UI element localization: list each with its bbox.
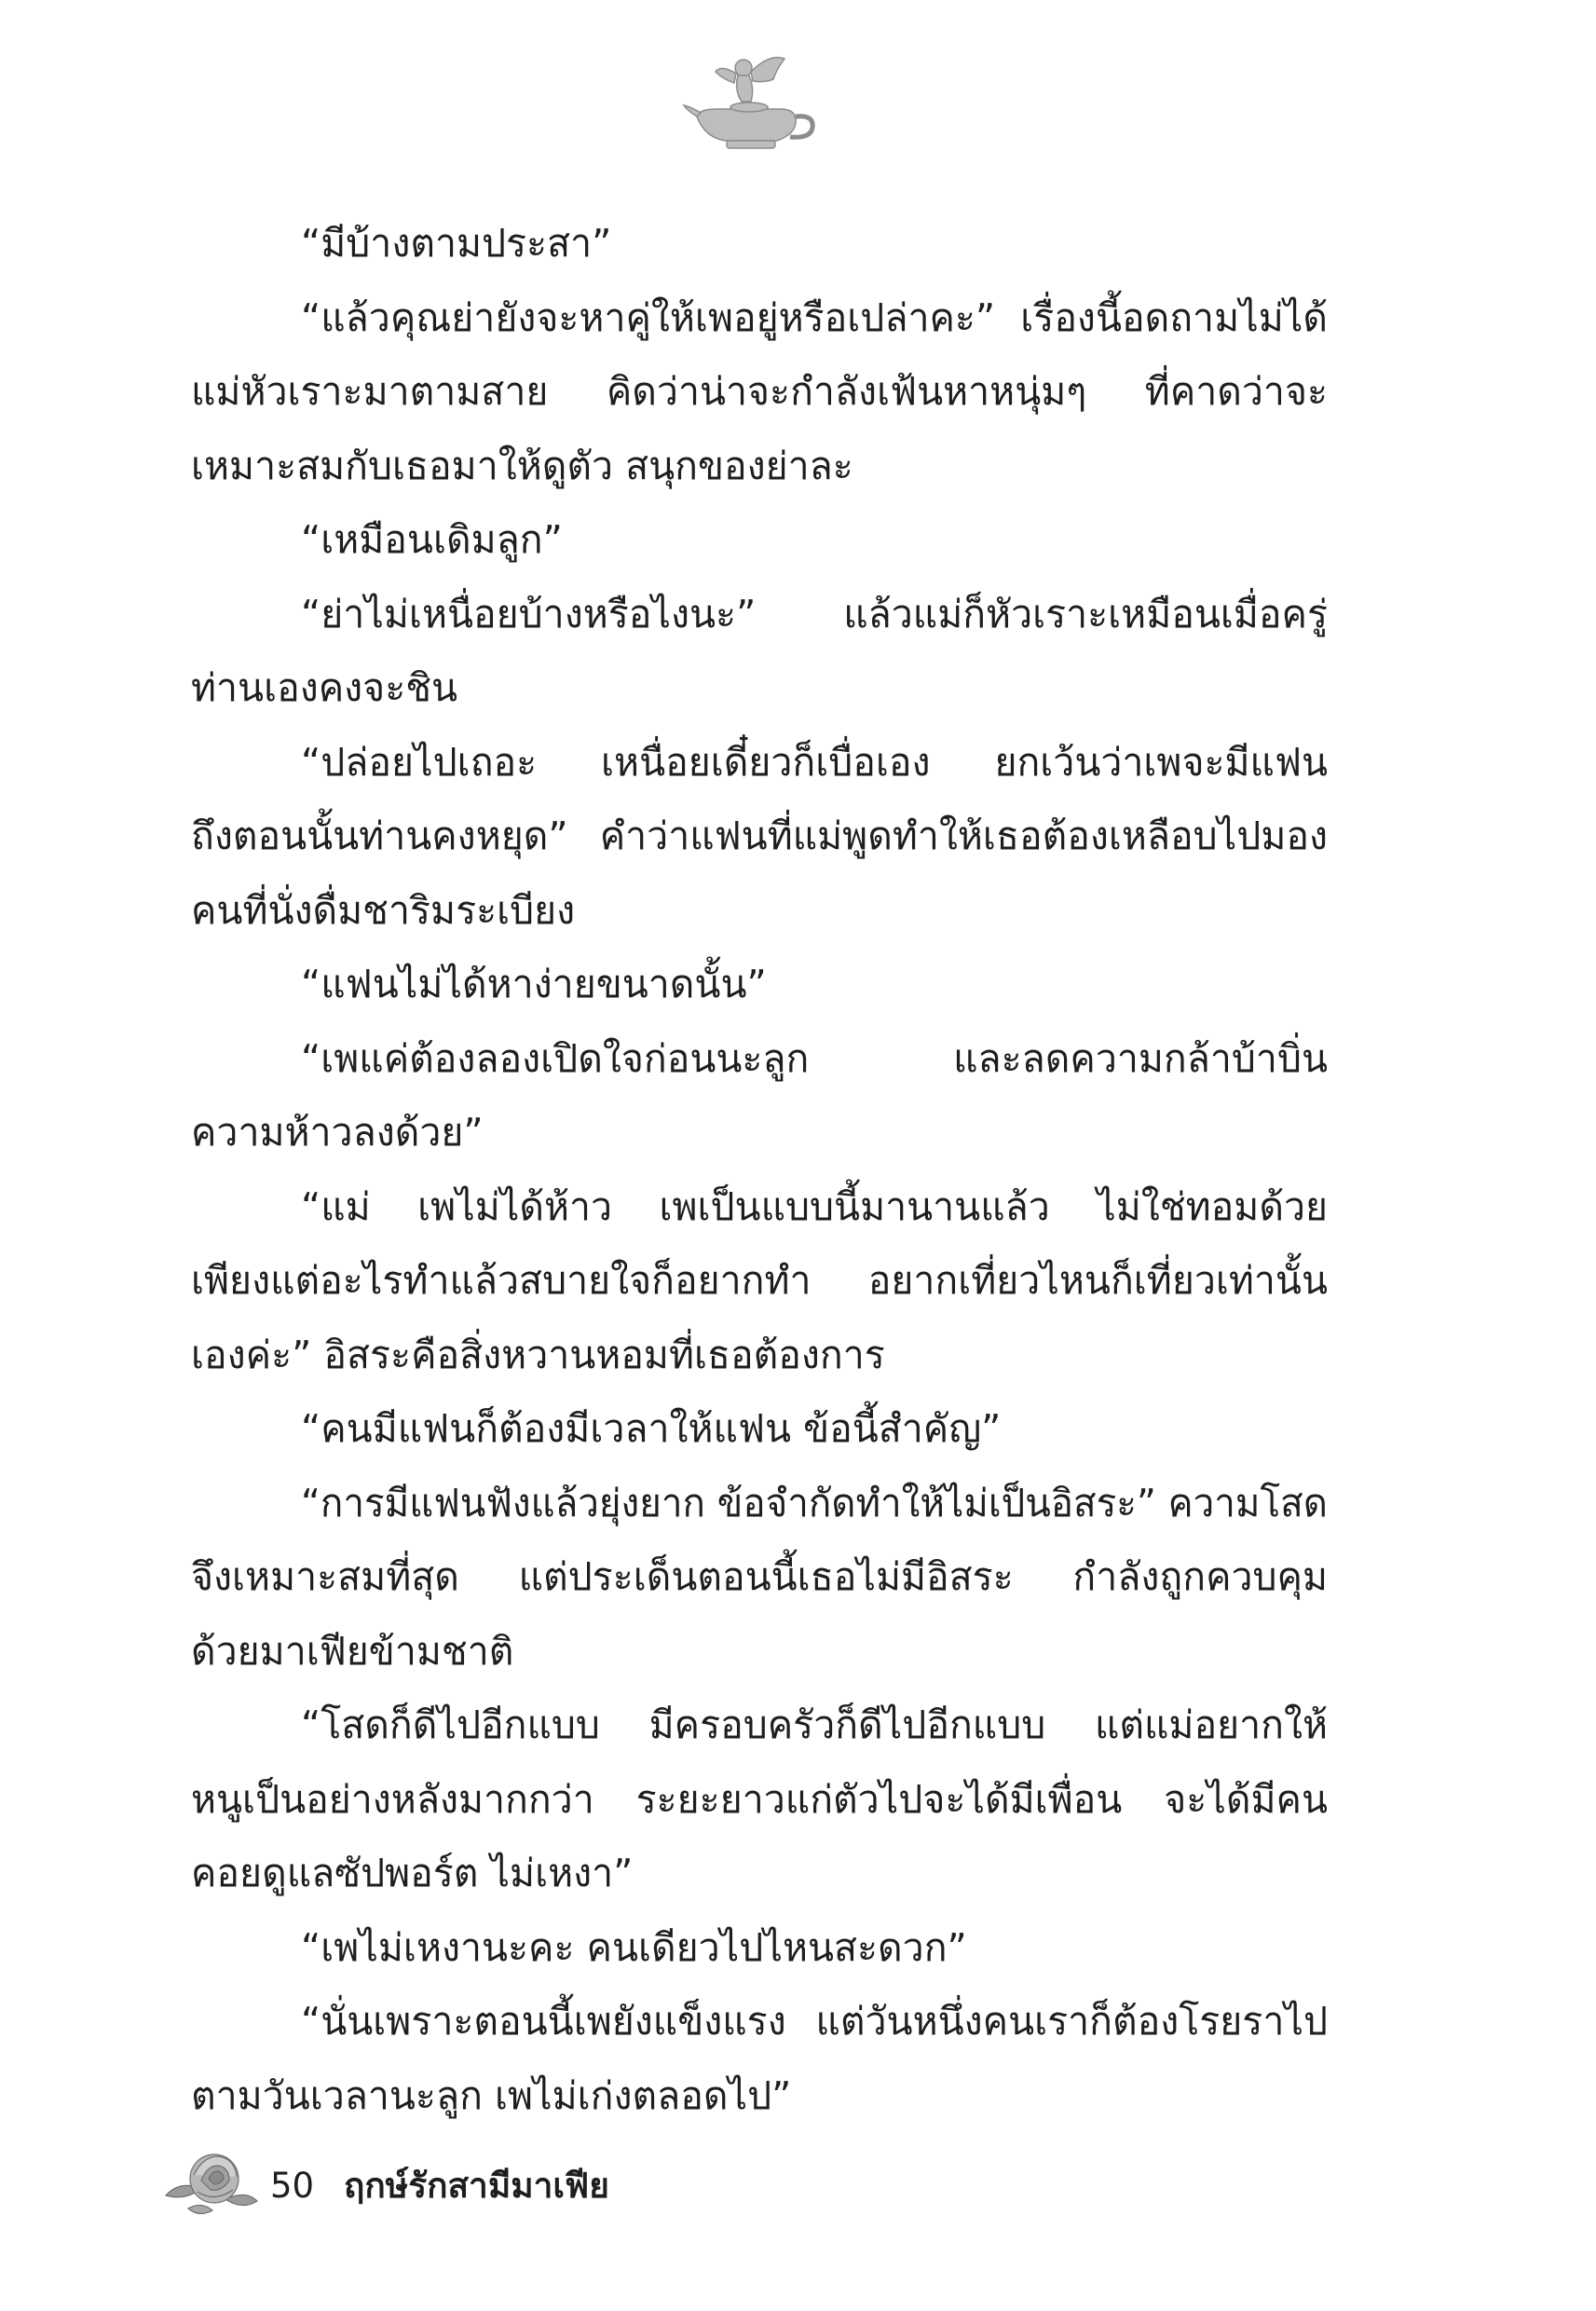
text-line-content: ถึงตอนนั้นท่านคงหยุด” คำว่าแฟนที่แม่พูดทำให้เธอต้องเหลือบไปมอง	[191, 814, 1328, 858]
text-line-content: “นั่นเพราะตอนนี้เพยังแข็งแรง แต่วันหนึ่งคนเราก็ต้องโรยราไป	[301, 1999, 1328, 2044]
text-line-content: “โสดก็ดีไปอีกแบบ มีครอบครัวก็ดีไปอีกแบบ แต่แม่อยากให้	[301, 1702, 1328, 1747]
text-line	[191, 726, 1328, 800]
text-line-content: เหมาะสมกับเธอมาให้ดูตัว สนุกของย่าละ	[191, 443, 853, 488]
text-line-content: “คนมีแฟนก็ต้องมีเวลาให้แฟน ข้อนี้สำคัญ”	[301, 1406, 1002, 1451]
text-line	[191, 1689, 1328, 1763]
book-title: ฤกษ์รักสามีมาเฟีย	[344, 2166, 609, 2206]
text-line-content: “มีบ้างตามประสา”	[301, 221, 612, 266]
text-line-content: “แล้วคุณย่ายังจะหาคู่ให้เพอยู่หรือเปล่าคะ” เรื่องนี้อดถามไม่ได้	[301, 294, 1328, 340]
text-line-content: “ย่าไม่เหนื่อยบ้างหรือไงนะ” แล้วแม่ก็หัวเราะเหมือนเมื่อครู่	[301, 591, 1328, 636]
text-line-content: ด้วยมาเฟียข้ามชาติ	[191, 1628, 514, 1674]
text-line	[191, 948, 1328, 1022]
text-line	[191, 1319, 1328, 1393]
text-line-content: คนที่นั่งดื่มชาริมระเบียง	[191, 887, 576, 933]
text-line-content: ตามวันเวลานะลูก เพไม่เก่งตลอดไป”	[191, 2072, 792, 2118]
text-line-content: หนูเป็นอย่างหลังมากกว่า ระยะยาวแก่ตัวไปจะได้มีเพื่อน จะได้มีคน	[191, 1776, 1328, 1822]
text-line	[191, 800, 1328, 874]
text-line-content: เพียงแต่อะไรทำแล้วสบายใจก็อยากทำ อยากเที่ยวไหนก็เที่ยวเท่านั้น	[191, 1258, 1328, 1303]
text-line-content: ความห้าวลงด้วย”	[191, 1110, 484, 1155]
text-line	[191, 355, 1328, 430]
text-line-content: “ปล่อยไปเถอะ เหนื่อยเดี๋ยวก็เบื่อเอง ยกเว้นว่าเพจะมีแฟน	[301, 739, 1328, 785]
text-line-content: คอยดูแลซัปพอร์ต ไม่เหงา”	[191, 1851, 634, 1895]
text-line	[191, 1911, 1328, 1986]
text-line	[191, 1467, 1328, 1541]
text-line-content: “การมีแฟนฟังแล้วยุ่งยาก ข้อจำกัดทำให้ไม่เป็นอิสระ” ความโสด	[301, 1480, 1328, 1525]
text-line	[191, 1540, 1328, 1615]
text-line-content: “แฟนไม่ได้หาง่ายขนาดนั้น”	[301, 962, 767, 1006]
text-line	[191, 1985, 1328, 2059]
text-line	[191, 1170, 1328, 1245]
text-line-content: “เพไม่เหงานะคะ คนเดียวไปไหนสะดวก”	[301, 1924, 967, 1970]
text-line	[191, 207, 1328, 281]
text-line	[191, 651, 1328, 726]
page-number: 50	[270, 2166, 315, 2206]
text-line-content: ท่านเองคงจะชิน	[191, 665, 458, 710]
rose-icon	[160, 2143, 261, 2222]
text-line	[191, 1022, 1328, 1097]
text-line	[191, 430, 1328, 504]
page-footer	[160, 2143, 812, 2227]
text-line-content: “แม่ เพไม่ได้ห้าว เพเป็นแบบนี้มานานแล้ว ไม่ใช่ทอมด้วย	[301, 1183, 1328, 1229]
text-line	[191, 1837, 1328, 1911]
text-line-content: เองค่ะ” อิสระคือสิ่งหวานหอมที่เธอต้องการ	[191, 1332, 885, 1377]
text-line	[191, 1392, 1328, 1467]
text-line	[191, 2059, 1328, 2134]
cupid-lamp-icon	[680, 51, 820, 154]
text-line	[191, 503, 1328, 578]
text-line	[191, 578, 1328, 652]
text-line-content: จึงเหมาะสมที่สุด แต่ประเด็นตอนนี้เธอไม่มีอิสระ กำลังถูกควบคุม	[191, 1554, 1328, 1599]
text-line	[191, 1244, 1328, 1319]
page-text-body	[191, 207, 1328, 2133]
text-line	[191, 1763, 1328, 1838]
text-line	[191, 281, 1328, 356]
text-line	[191, 1615, 1328, 1689]
text-line-content: แม่หัวเราะมาตามสาย คิดว่าน่าจะกำลังเฟ้นหาหนุ่มๆ ที่คาดว่าจะ	[191, 369, 1328, 414]
text-line-content: “เหมือนเดิมลูก”	[301, 517, 563, 562]
text-line	[191, 874, 1328, 949]
text-line	[191, 1096, 1328, 1170]
text-line-content: “เพแค่ต้องลองเปิดใจก่อนนะลูก และลดความกล้าบ้าบิ่น	[301, 1035, 1328, 1081]
